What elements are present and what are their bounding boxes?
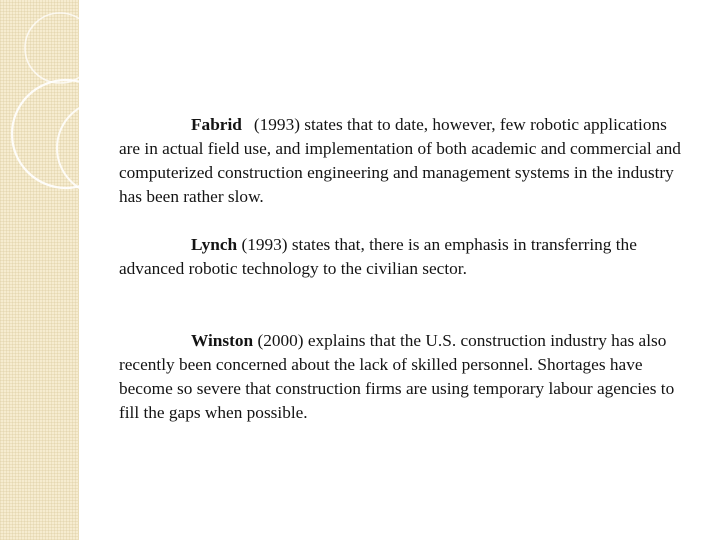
paragraph-lynch — [119, 233, 684, 281]
paragraph-winston — [119, 329, 684, 425]
slide-body — [119, 113, 684, 425]
paragraph-fabrid-text: (1993) states that to date, however, few robotic applications are in actual field use, and implementation of both academic and commercial and computerized construction engineering and management systems in the industry has been rather slow. — [119, 115, 681, 206]
ring-large — [12, 80, 120, 188]
paragraph-fabrid — [119, 113, 684, 209]
author-fabrid: Fabrid — [191, 115, 242, 134]
author-lynch: Lynch — [191, 235, 238, 254]
ring-small — [25, 13, 95, 83]
paragraph-lynch-text: (1993) states that, there is an emphasis in transferring the advanced robotic technology to the civilian sector. — [119, 235, 637, 278]
author-winston: Winston — [191, 331, 254, 350]
paragraph-winston-text: (2000) explains that the U.S. construction industry has also recently been concerned about the lack of skilled personnel. Shortages have become so severe that construction firms are using temporary labour agencies to fill the gaps when possible. — [119, 331, 675, 422]
